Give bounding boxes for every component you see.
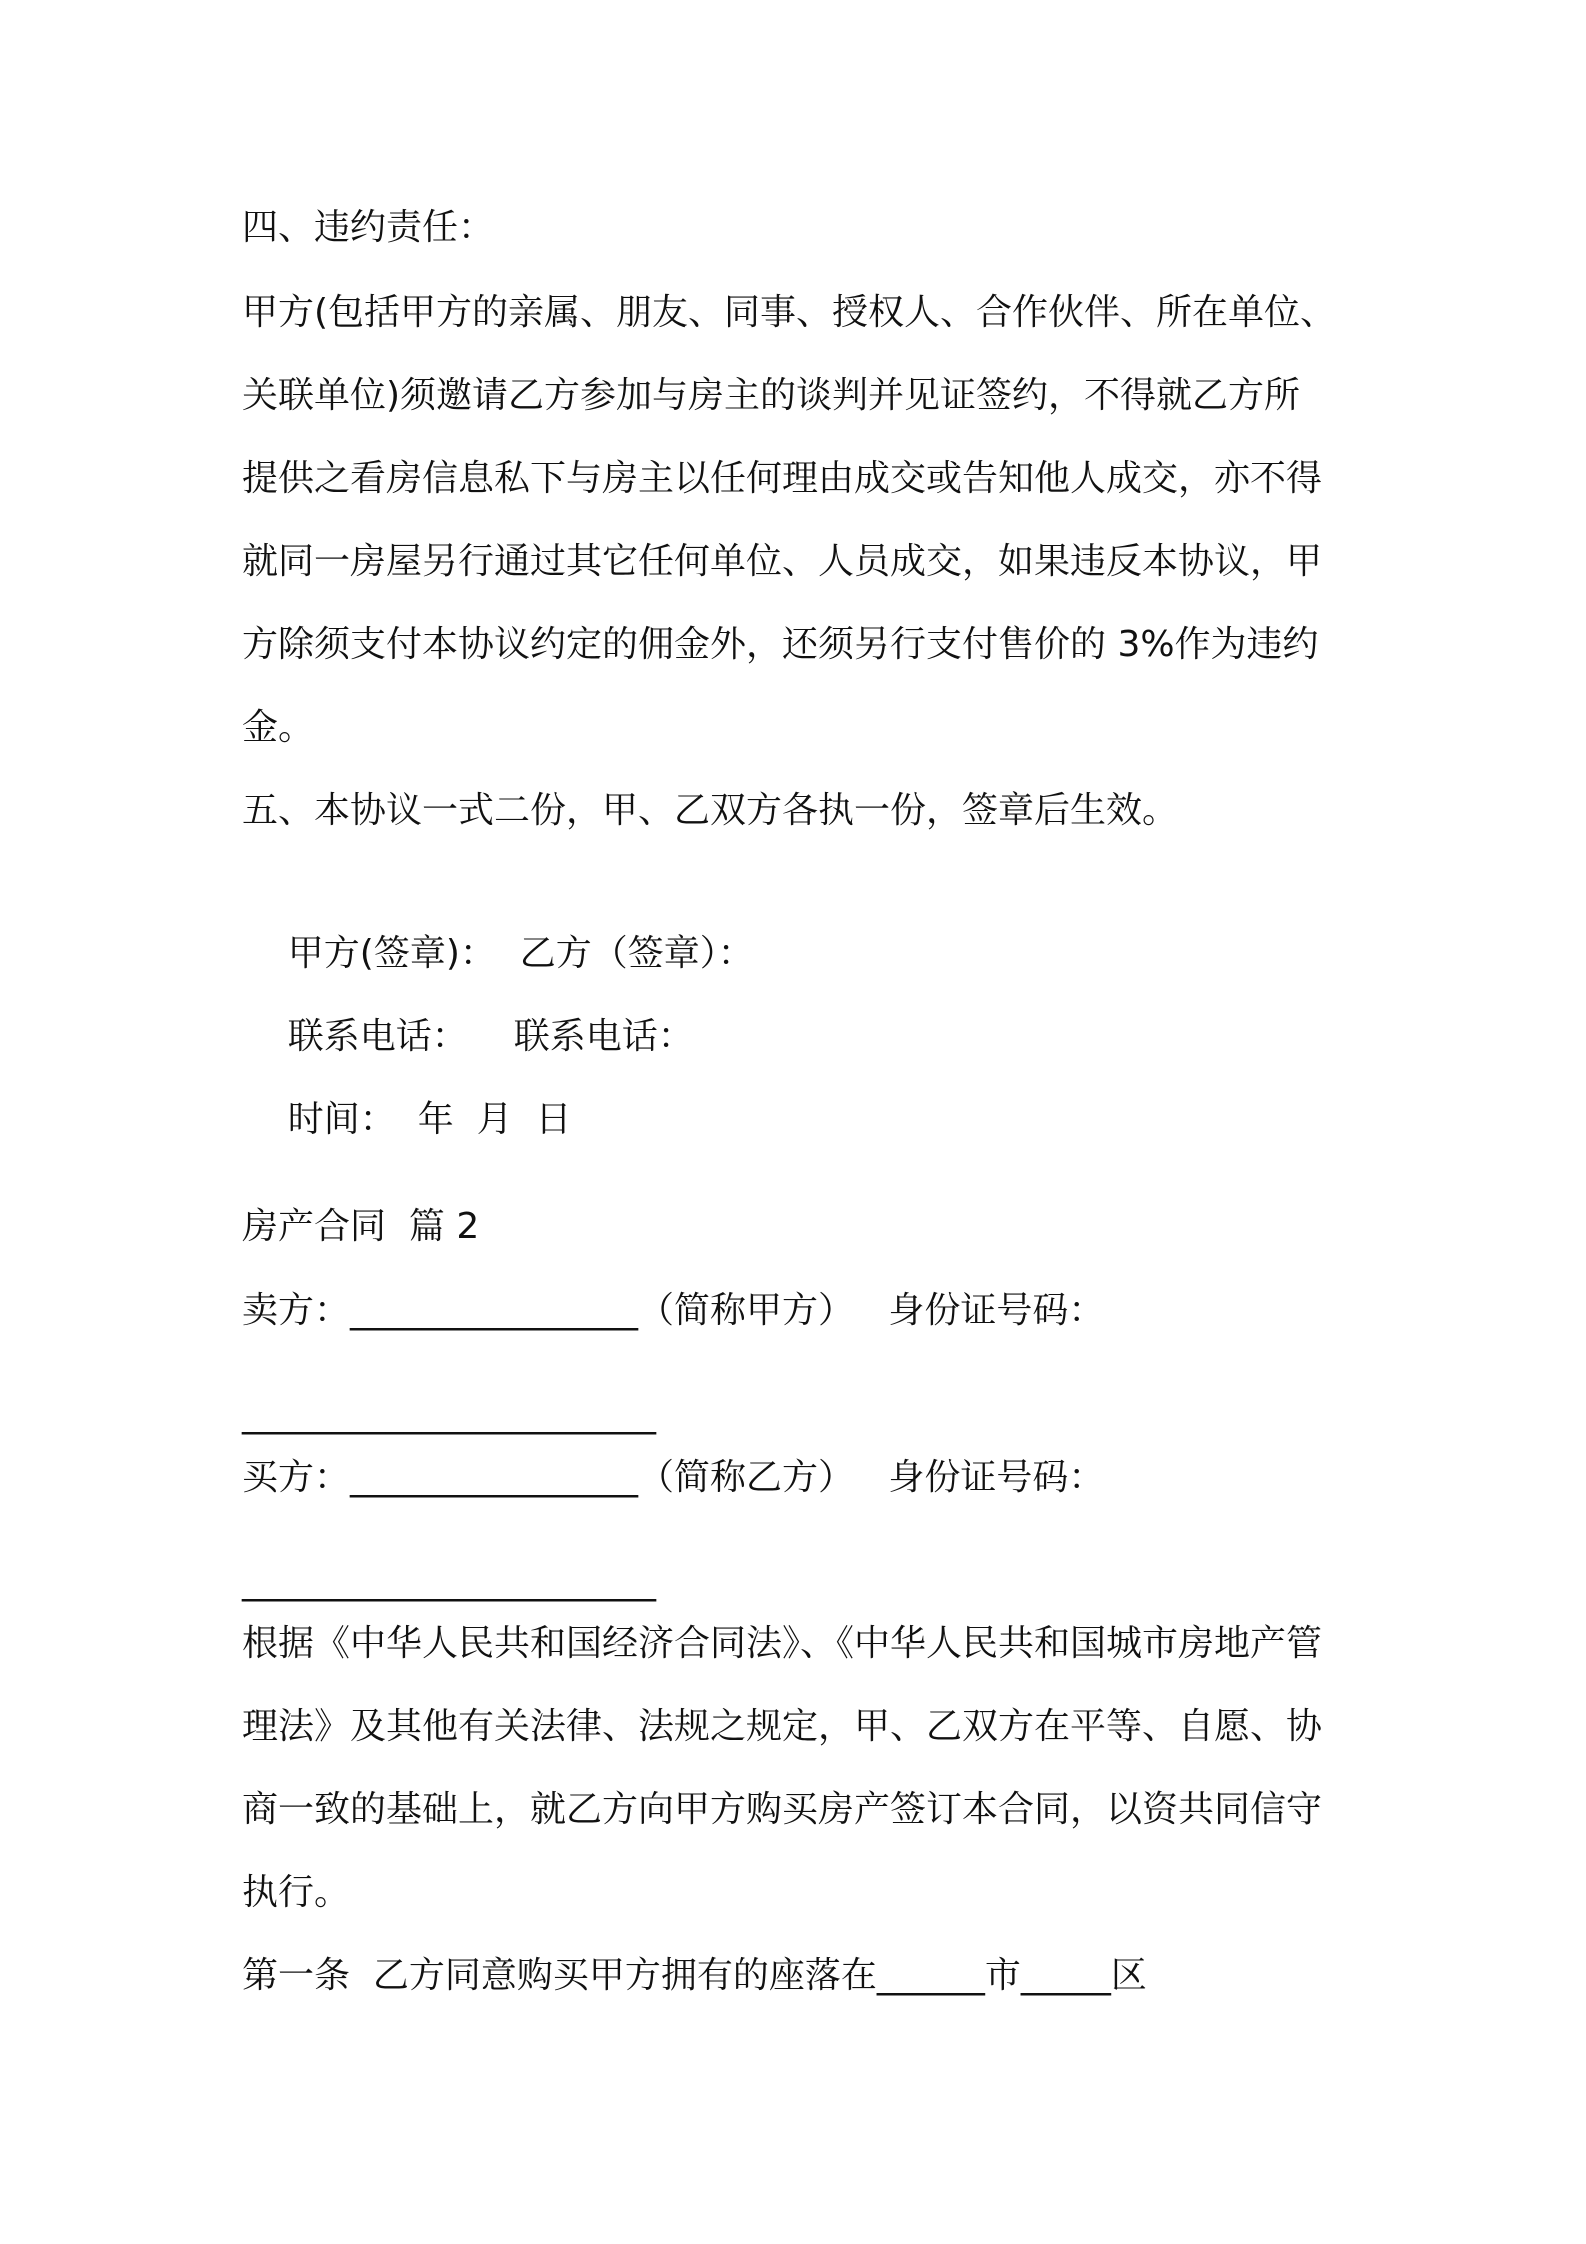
section-4-heading: 四、违约责任： [242, 207, 495, 248]
buyer-id-blank: _______________________ [242, 1561, 656, 1602]
date-placeholder: 年 月 日 [417, 1099, 572, 1140]
section-4-line-3: 提供之看房信息私下与房主以任何理由成交或告知他人成交，亦不得 [242, 458, 1323, 499]
time-label: 时间： [287, 1099, 396, 1140]
seller-line: 卖方：________________（简称甲方） 身份证号码： [242, 1290, 1105, 1331]
buyer-line: 买方：________________（简称乙方） 身份证号码： [242, 1457, 1105, 1498]
party-b-signature-label: 乙方（签章）： [519, 933, 754, 974]
contract-2-title: 房产合同 篇 2 [242, 1206, 480, 1247]
seller-id-blank: _______________________ [242, 1394, 656, 1435]
section-4-line-5: 方除须支付本协议约定的佣金外，还须另行支付售价的 3%作为违约 [242, 624, 1319, 665]
signature-row [242, 864, 1372, 974]
section-4-line-6: 金。 [242, 707, 315, 748]
date-row [242, 1030, 1372, 1140]
basis-line-1: 根据《中华人民共和国经济合同法》、《中华人民共和国城市房地产管 [242, 1623, 1323, 1664]
section-4-line-1: 甲方(包括甲方的亲属、朋友、同事、授权人、合作伙伴、所在单位、 [242, 292, 1337, 333]
section-5-text: 五、本协议一式二份，甲、乙双方各执一份，签章后生效。 [242, 790, 1179, 831]
basis-line-2: 理法》及其他有关法律、法规之规定，甲、乙双方在平等、自愿、协 [242, 1706, 1323, 1747]
party-a-phone-label: 联系电话： [287, 1016, 468, 1057]
basis-line-4: 执行。 [242, 1872, 351, 1913]
section-4-line-2: 关联单位)须邀请乙方参加与房主的谈判并见证签约，不得就乙方所 [242, 375, 1301, 416]
article-1-text: 第一条 乙方同意购买甲方拥有的座落在______市_____区 [242, 1955, 1147, 1996]
party-a-signature-label: 甲方(签章)： [287, 933, 496, 974]
phone-row [242, 947, 1372, 1057]
basis-line-3: 商一致的基础上，就乙方向甲方购买房产签订本合同，以资共同信守 [242, 1789, 1323, 1830]
party-b-phone-label: 联系电话： [513, 1016, 694, 1057]
section-4-line-4: 就同一房屋另行通过其它任何单位、人员成交，如果违反本协议，甲 [242, 541, 1323, 582]
